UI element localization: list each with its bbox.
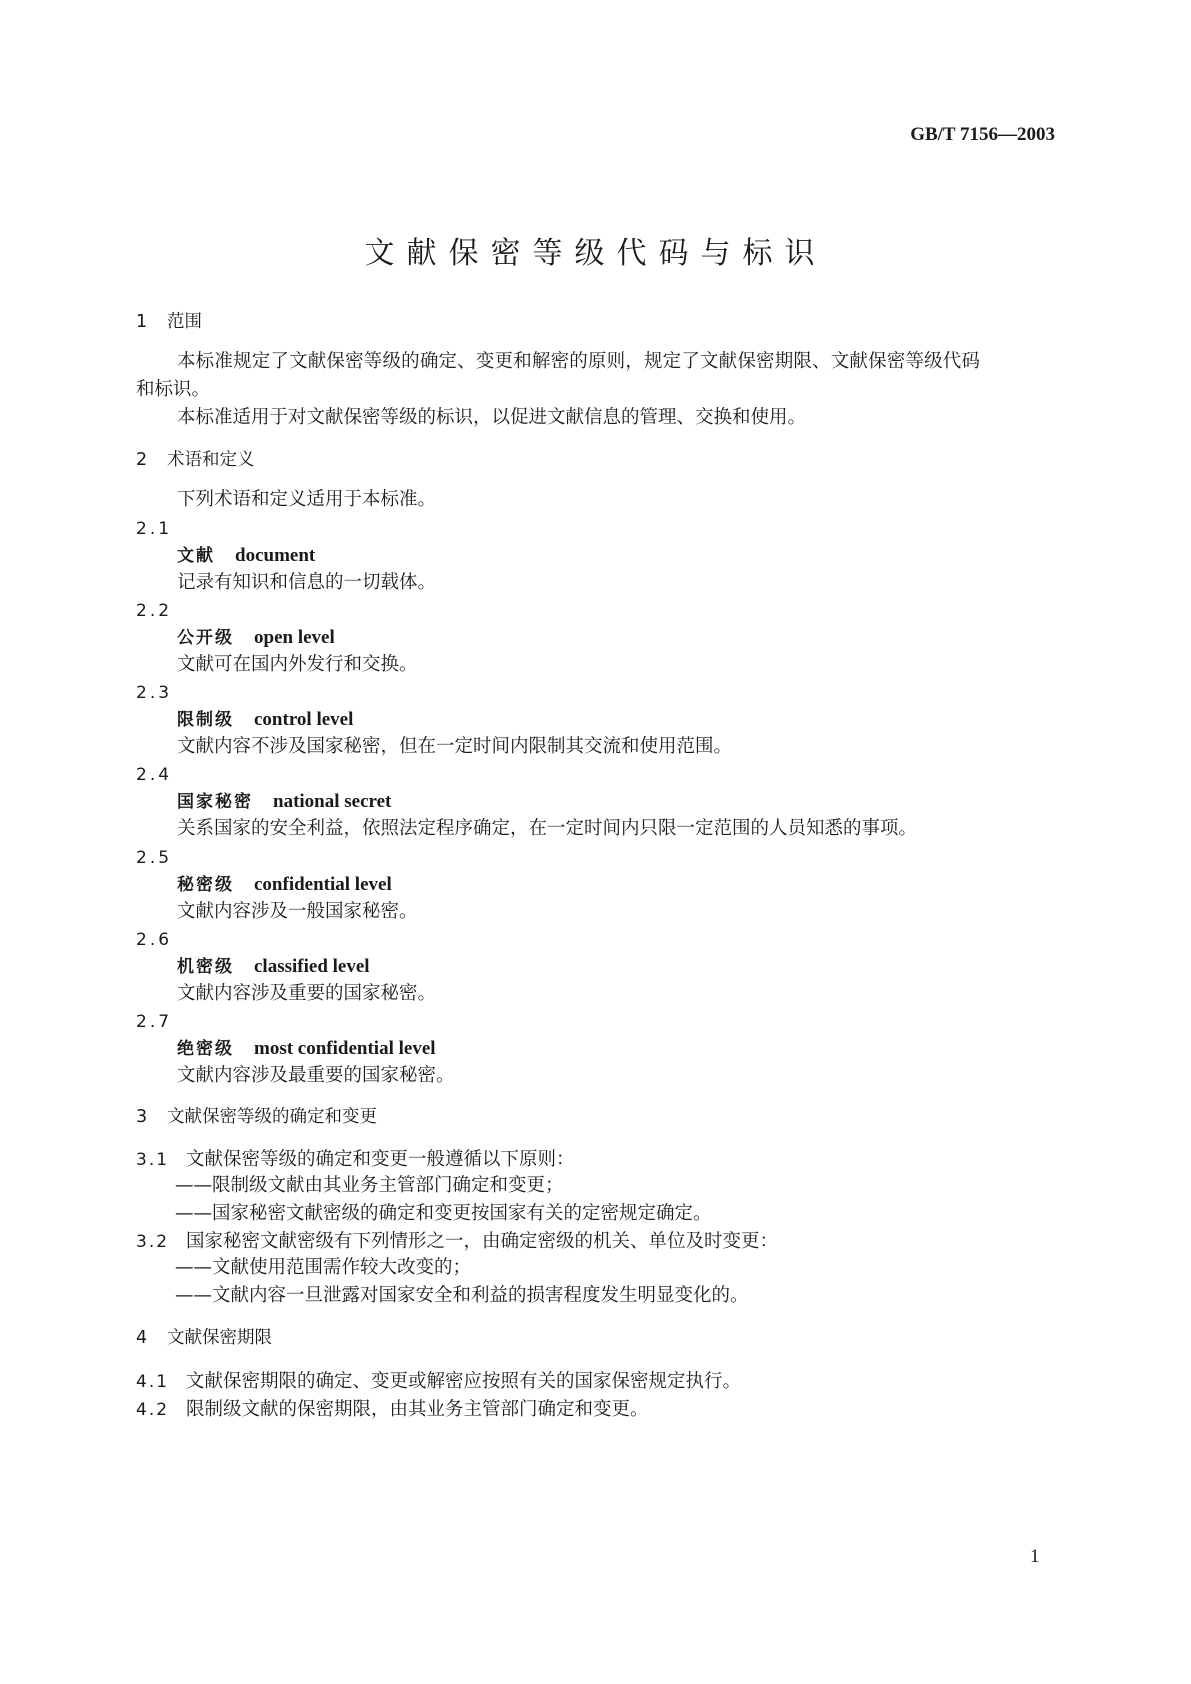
term-heading: 机密级 classified level <box>177 956 370 977</box>
list-item: ——国家秘密文献密级的确定和变更按国家有关的定密规定确定。 <box>175 1203 712 1224</box>
term-number: 2.6 <box>136 930 173 950</box>
section-heading-2: 2 术语和定义 <box>136 450 255 470</box>
term-number: 2.7 <box>136 1012 173 1032</box>
list-item: ——文献使用范围需作较大改变的； <box>175 1257 472 1278</box>
list-item: ——文献内容一旦泄露对国家安全和利益的损害程度发生明显变化的。 <box>175 1285 749 1306</box>
paragraph: 本标准适用于对文献保密等级的标识，以促进文献信息的管理、交换和使用。 <box>177 407 807 428</box>
term-heading: 国家秘密 national secret <box>177 791 392 812</box>
term-number: 2.4 <box>136 765 173 785</box>
term-number: 2.3 <box>136 683 173 703</box>
term-definition: 文献内容不涉及国家秘密，但在一定时间内限制其交流和使用范围。 <box>177 736 733 757</box>
document-title: 文献保密等级代码与标识 <box>364 236 827 271</box>
page-number: 1 <box>1030 1546 1040 1567</box>
term-heading: 秘密级 confidential level <box>177 874 392 895</box>
term-heading: 公开级 open level <box>177 627 335 648</box>
term-definition: 文献内容涉及一般国家秘密。 <box>177 901 418 922</box>
term-definition: 记录有知识和信息的一切载体。 <box>177 572 437 593</box>
section-heading-3: 3 文献保密等级的确定和变更 <box>136 1107 377 1127</box>
paragraph-continuation: 和标识。 <box>136 379 211 400</box>
term-heading: 限制级 control level <box>177 709 354 730</box>
term-number: 2.5 <box>136 848 173 868</box>
term-definition: 文献可在国内外发行和交换。 <box>177 654 418 675</box>
term-number: 2.1 <box>136 519 173 539</box>
standard-code: GB/T 7156—2003 <box>910 124 1055 145</box>
paragraph: 下列术语和定义适用于本标准。 <box>177 489 437 510</box>
term-heading: 文献 document <box>177 545 316 566</box>
section-heading-4: 4 文献保密期限 <box>136 1328 272 1348</box>
section-heading-1: 1 范围 <box>136 312 202 332</box>
term-definition: 关系国家的安全利益，依照法定程序确定，在一定时间内只限一定范围的人员知悉的事项。 <box>177 818 918 839</box>
clause: 4.2 限制级文献的保密期限，由其业务主管部门确定和变更。 <box>136 1399 649 1420</box>
list-item: ——限制级文献由其业务主管部门确定和变更； <box>175 1175 564 1196</box>
clause: 4.1 文献保密期限的确定、变更或解密应按照有关的国家保密规定执行。 <box>136 1371 742 1392</box>
term-definition: 文献内容涉及重要的国家秘密。 <box>177 983 437 1004</box>
clause: 3.2 国家秘密文献密级有下列情形之一，由确定密级的机关、单位及时变更： <box>136 1231 779 1252</box>
clause: 3.1 文献保密等级的确定和变更一般遵循以下原则： <box>136 1149 575 1170</box>
term-number: 2.2 <box>136 601 173 621</box>
term-heading: 绝密级 most confidential level <box>177 1038 436 1059</box>
paragraph: 本标准规定了文献保密等级的确定、变更和解密的原则，规定了文献保密期限、文献保密等级代码 <box>177 351 980 372</box>
term-definition: 文献内容涉及最重要的国家秘密。 <box>177 1065 455 1086</box>
